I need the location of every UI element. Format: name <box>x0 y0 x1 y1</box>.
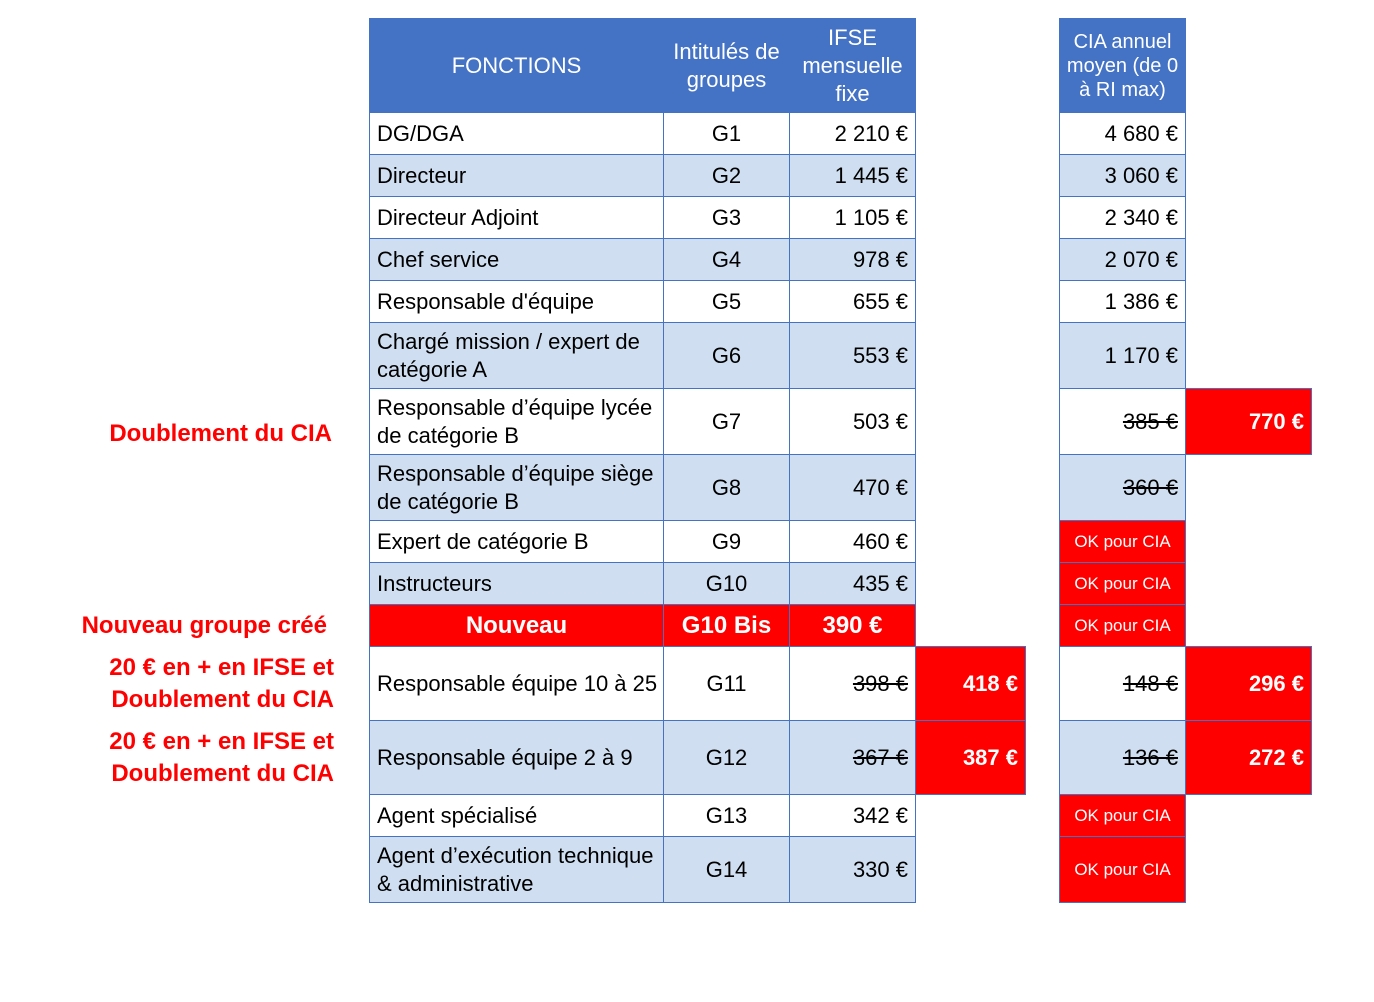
row-groupe: G7 <box>663 388 790 455</box>
row-cia-new: 296 € <box>1185 646 1312 721</box>
row-fonction: Expert de catégorie B <box>369 520 664 563</box>
row-ifse: 330 € <box>789 836 916 903</box>
row-fonction: Responsable équipe 2 à 9 <box>369 720 664 795</box>
row-ifse: 655 € <box>789 280 916 323</box>
row-cia-new: 272 € <box>1185 720 1312 795</box>
row-groupe: G10 <box>663 562 790 605</box>
row-ifse: 470 € <box>789 454 916 521</box>
row-ifse: 1 105 € <box>789 196 916 239</box>
row-cia-old: 148 € <box>1059 646 1186 721</box>
note-doublement-cia: Doublement du CIA <box>109 420 332 447</box>
row-ifse-nouveau: 390 € <box>789 604 916 647</box>
row-ifse: 342 € <box>789 794 916 837</box>
row-groupe: G5 <box>663 280 790 323</box>
row-cia: 1 386 € <box>1059 280 1186 323</box>
row-fonction: Agent spécialisé <box>369 794 664 837</box>
row-groupe: G9 <box>663 520 790 563</box>
row-ifse: 978 € <box>789 238 916 281</box>
row-ifse-new: 387 € <box>915 720 1026 795</box>
row-fonction: Directeur <box>369 154 664 197</box>
row-cia-new: 770 € <box>1185 388 1312 455</box>
row-fonction: Responsable équipe 10 à 25 <box>369 646 664 721</box>
row-ifse-old: 398 € <box>789 646 916 721</box>
row-cia: 2 070 € <box>1059 238 1186 281</box>
row-ifse: 1 445 € <box>789 154 916 197</box>
row-groupe: G6 <box>663 322 790 389</box>
row-fonction-nouveau: Nouveau <box>369 604 664 647</box>
row-cia-ok: OK pour CIA <box>1059 836 1186 903</box>
header-ifse: IFSE mensuelle fixe <box>789 18 916 113</box>
row-fonction: Responsable d’équipe siège de catégorie B <box>369 454 664 521</box>
header-fonctions: FONCTIONS <box>369 18 664 113</box>
row-ifse: 460 € <box>789 520 916 563</box>
note-ifse-g11: 20 € en + en IFSE et Doublement du CIA <box>109 654 334 713</box>
row-fonction: Chargé mission / expert de catégorie A <box>369 322 664 389</box>
row-cia-ok: OK pour CIA <box>1059 794 1186 837</box>
row-cia-ok: OK pour CIA <box>1059 520 1186 563</box>
row-cia-old: 385 € <box>1059 388 1186 455</box>
header-groupes: Intitulés de groupes <box>663 18 790 113</box>
row-ifse-old: 367 € <box>789 720 916 795</box>
row-groupe: G3 <box>663 196 790 239</box>
row-cia: 2 340 € <box>1059 196 1186 239</box>
row-fonction: DG/DGA <box>369 112 664 155</box>
row-groupe: G12 <box>663 720 790 795</box>
row-cia-old: 360 € <box>1059 454 1186 521</box>
row-fonction: Responsable d’équipe lycée de catégorie B <box>369 388 664 455</box>
row-groupe: G11 <box>663 646 790 721</box>
row-fonction: Agent d’exécution technique & administrative <box>369 836 664 903</box>
row-groupe: G13 <box>663 794 790 837</box>
row-groupe: G1 <box>663 112 790 155</box>
row-groupe: G2 <box>663 154 790 197</box>
row-cia: 1 170 € <box>1059 322 1186 389</box>
row-groupe-nouveau: G10 Bis <box>663 604 790 647</box>
header-cia: CIA annuel moyen (de 0 à RI max) <box>1059 18 1186 113</box>
row-groupe: G14 <box>663 836 790 903</box>
row-cia-old: 136 € <box>1059 720 1186 795</box>
row-ifse: 435 € <box>789 562 916 605</box>
row-cia: 3 060 € <box>1059 154 1186 197</box>
row-ifse: 503 € <box>789 388 916 455</box>
row-fonction: Chef service <box>369 238 664 281</box>
row-cia-ok: OK pour CIA <box>1059 604 1186 647</box>
note-ifse-g12: 20 € en + en IFSE et Doublement du CIA <box>109 728 334 787</box>
row-cia: 4 680 € <box>1059 112 1186 155</box>
row-groupe: G4 <box>663 238 790 281</box>
row-ifse-new: 418 € <box>915 646 1026 721</box>
row-ifse: 553 € <box>789 322 916 389</box>
row-fonction: Directeur Adjoint <box>369 196 664 239</box>
row-fonction: Instructeurs <box>369 562 664 605</box>
row-cia-ok: OK pour CIA <box>1059 562 1186 605</box>
row-fonction: Responsable d'équipe <box>369 280 664 323</box>
row-groupe: G8 <box>663 454 790 521</box>
row-ifse: 2 210 € <box>789 112 916 155</box>
note-nouveau-groupe: Nouveau groupe créé <box>81 612 327 639</box>
